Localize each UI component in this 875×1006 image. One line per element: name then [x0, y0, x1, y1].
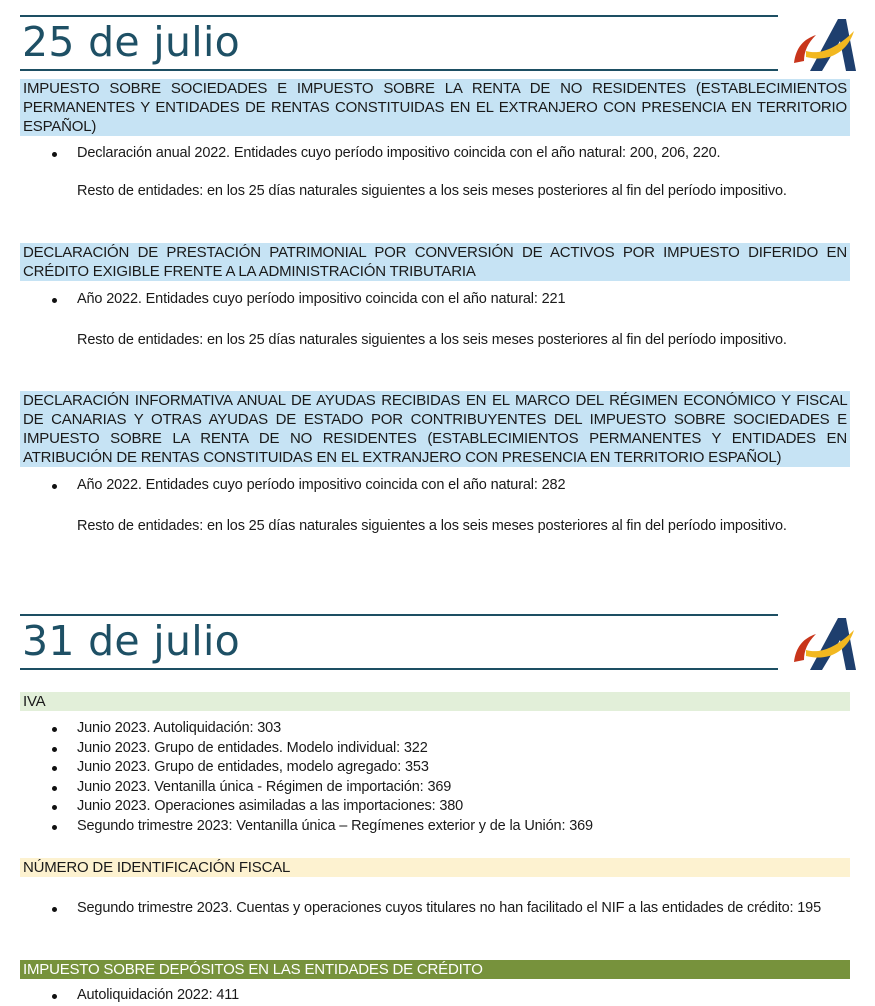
list-item: Junio 2023. Grupo de entidades. Modelo individual: 322: [20, 739, 850, 759]
header-rule-bottom: [20, 668, 778, 670]
list-item: Autoliquidación 2022: 411: [20, 986, 850, 1006]
heading-line: ESPAÑOL): [23, 118, 97, 135]
list-item: Junio 2023. Autoliquidación: 303: [20, 719, 850, 739]
date-title: 25 de julio: [22, 18, 241, 66]
list-item: Declaración anual 2022. Entidades cuyo período impositivo coincida con el año natural: 200, 206, 220.: [20, 144, 850, 164]
date-header: [20, 614, 850, 672]
block-nif: [20, 858, 850, 919]
section-heading: NÚMERO DE IDENTIFICACIÓN FISCAL: [20, 858, 850, 877]
heading-line: ATRIBUCIÓN DE RENTAS CONSTITUIDAS EN EL EXTRANJERO CON PRESENCIA EN TERRITORIO ESPAÑOL): [23, 449, 782, 466]
heading-line: PERMANENTES Y ENTIDADES DE RENTAS CONSTITUIDAS EN EL EXTRANJERO CON PRESENCIA EN TERRITORIO: [23, 99, 847, 116]
heading-line: DECLARACIÓN DE PRESTACIÓN PATRIMONIAL POR CONVERSIÓN DE ACTIVOS POR IMPUESTO DIFERIDO EN: [23, 244, 847, 261]
item-list: [20, 290, 850, 310]
section-31-julio: [20, 614, 850, 672]
list-item: Segundo trimestre 2023. Cuentas y operaciones cuyos titulares no han facilitado el NIF a las entidades de crédito: 195: [20, 899, 850, 919]
section-heading: [20, 79, 850, 136]
list-item: Año 2022. Entidades cuyo período impositivo coincida con el año natural: 282: [20, 476, 850, 496]
list-item: Año 2022. Entidades cuyo período impositivo coincida con el año natural: 221: [20, 290, 850, 310]
section-heading: IMPUESTO SOBRE DEPÓSITOS EN LAS ENTIDADES DE CRÉDITO: [20, 960, 850, 979]
heading-line: DE CANARIAS Y OTRAS AYUDAS DE ESTADO POR CONTRIBUYENTES DEL IMPUESTO SOBRE SOCIEDADES E: [23, 411, 847, 428]
list-item: Junio 2023. Grupo de entidades, modelo agregado: 353: [20, 758, 850, 778]
block-ayudas-canarias: [20, 391, 850, 536]
section-heading: IVA: [20, 692, 850, 711]
block-prestacion-patrimonial: [20, 243, 850, 350]
heading-line: IMPUESTO SOBRE LA RENTA DE NO RESIDENTES (ESTABLECIMIENTOS PERMANENTES Y ENTIDADES EN: [23, 430, 847, 447]
item-list: [20, 719, 850, 837]
note-text: Resto de entidades: en los 25 días naturales siguientes a los seis meses posteriores al fin del período impositivo.: [77, 331, 787, 348]
block-impuesto-sociedades: [20, 79, 850, 201]
section-25-julio: [20, 15, 850, 73]
item-list: [20, 476, 850, 496]
item-list: [20, 144, 850, 164]
section-heading: [20, 243, 850, 281]
heading-line: DECLARACIÓN INFORMATIVA ANUAL DE AYUDAS RECIBIDAS EN EL MARCO DEL RÉGIMEN ECONÓMICO Y FISCAL: [23, 392, 847, 409]
list-item: Junio 2023. Operaciones asimiladas a las importaciones: 380: [20, 797, 850, 817]
date-header: [20, 15, 850, 73]
list-item: Segundo trimestre 2023: Ventanilla única – Regímenes exterior y de la Unión: 369: [20, 817, 850, 837]
block-iva: [20, 692, 850, 837]
block-depositos: [20, 960, 850, 1006]
agencia-tributaria-logo-icon: [790, 17, 856, 73]
heading-line: CRÉDITO EXIGIBLE FRENTE A LA ADMINISTRACIÓN TRIBUTARIA: [23, 263, 476, 280]
section-heading: [20, 391, 850, 467]
heading-line: IMPUESTO SOBRE SOCIEDADES E IMPUESTO SOBRE LA RENTA DE NO RESIDENTES (ESTABLECIMIENTOS: [23, 80, 847, 97]
list-item: Junio 2023. Ventanilla única - Régimen de importación: 369: [20, 778, 850, 798]
note-text: Resto de entidades: en los 25 días naturales siguientes a los seis meses posteriores al fin del período impositivo.: [77, 517, 787, 534]
agencia-tributaria-logo-icon: [790, 616, 856, 672]
item-list: [20, 986, 850, 1006]
date-title: 31 de julio: [22, 617, 241, 665]
item-list: [20, 899, 850, 919]
note-text: Resto de entidades: en los 25 días naturales siguientes a los seis meses posteriores al fin del período impositivo.: [77, 182, 787, 199]
header-rule-bottom: [20, 69, 778, 71]
